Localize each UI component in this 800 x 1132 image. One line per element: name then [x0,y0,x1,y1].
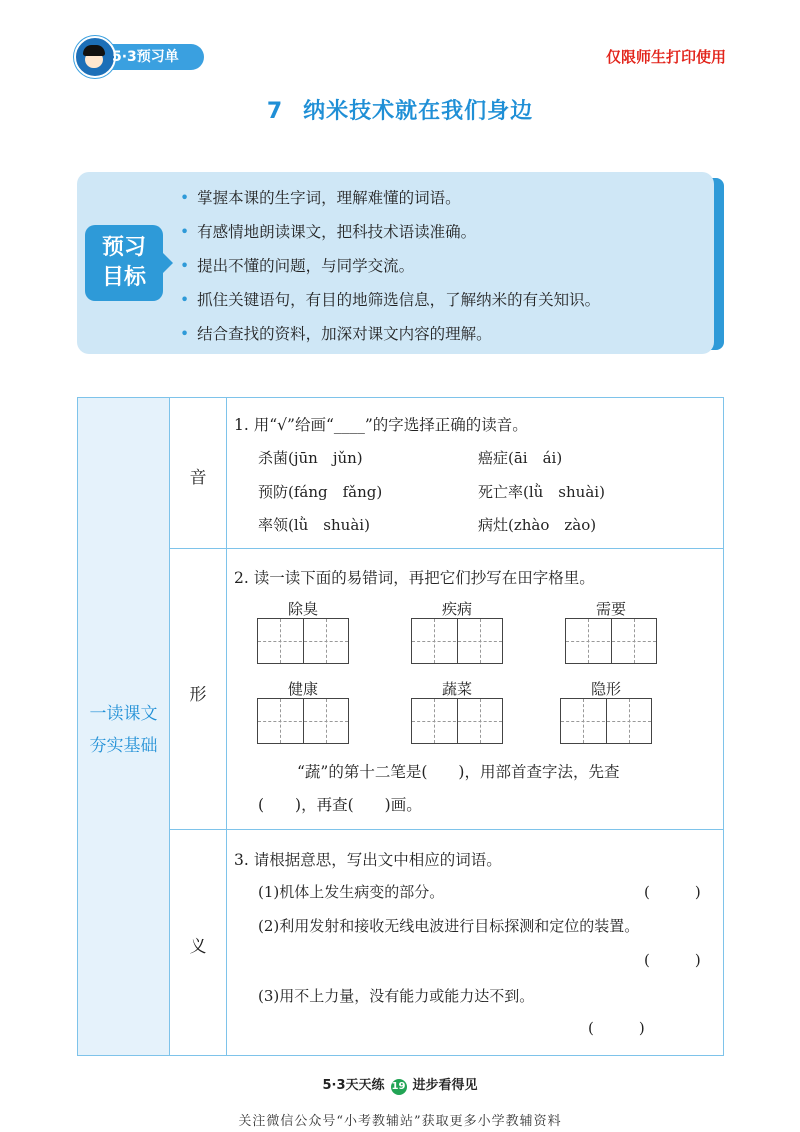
stroke-question-line1: “蔬”的第十二笔是( )，用部首查字法，先查 [297,763,620,781]
goal-item: • 结合查找的资料，加深对课文内容的理解。 [180,317,600,351]
goals-label-line1: 预习 [101,235,146,260]
goals-label [85,225,163,301]
sound-item: 死亡率(lǜ shuài) [478,483,605,501]
writing-grid[interactable] [560,698,652,744]
writing-grid[interactable] [411,698,503,744]
meaning-item: (1)机体上发生病变的部分。 [258,883,445,901]
sound-question: 1. 用“√”给画“____”的字选择正确的读音。 [234,416,528,434]
goals-label-line2: 目标 [101,265,146,290]
table-divider [226,397,227,1056]
writing-grid[interactable] [257,618,349,664]
row-label-sound: 音 [189,468,207,488]
meaning-question: 3. 请根据意思，写出文中相应的词语。 [234,851,502,869]
mascot-icon [74,36,116,78]
writing-grid[interactable] [565,618,657,664]
usage-note: 仅限师生打印使用 [605,48,726,66]
answer-blank[interactable]: ( ) [588,1019,645,1037]
footer-left: 5·3天天练 [322,1078,385,1093]
form-word: 隐形 [590,680,621,698]
footer-right: 进步看得见 [412,1078,478,1093]
sound-item: 预防(fáng fǎng) [258,483,383,501]
footer-notice: 关注微信公众号“小考教辅站”获取更多小学教辅资料 [238,1114,562,1129]
series-badge-label: 5·3预习单 [112,49,179,65]
section-title-line1: 一读课文 [89,704,158,724]
sound-item: 病灶(zhào zào) [478,516,597,534]
writing-grid[interactable] [411,618,503,664]
meaning-item: (2)利用发射和接收无线电波进行目标探测和定位的装置。 [258,917,640,935]
stroke-question-line2: ( )，再查( )画。 [258,796,422,814]
form-question: 2. 读一读下面的易错词，再把它们抄写在田字格里。 [234,569,595,587]
goal-item: • 抓住关键语句，有目的地筛选信息，了解纳米的有关知识。 [180,283,600,317]
lesson-number: 7 [266,99,284,124]
form-word: 需要 [595,600,626,618]
row-divider [170,548,724,549]
form-word: 蔬菜 [441,680,472,698]
row-divider [170,829,724,830]
goal-item: • 有感情地朗读课文，把科技术语读准确。 [180,215,600,249]
answer-blank[interactable]: ( ) [644,951,701,969]
sound-item: 癌症(āi ái) [478,449,563,467]
sound-item: 杀菌(jūn jǔn) [258,449,363,467]
row-label-meaning: 义 [189,937,207,957]
lesson-name: 纳米技术就在我们身边 [303,99,534,124]
meaning-item: (3)用不上力量，没有能力或能力达不到。 [258,987,535,1005]
section-title [77,698,170,762]
form-word: 除臭 [287,600,318,618]
lesson-title [0,94,800,125]
writing-grid[interactable] [257,698,349,744]
sound-item: 率领(lǜ shuài) [258,516,370,534]
form-word: 健康 [287,680,318,698]
answer-blank[interactable]: ( ) [644,883,701,901]
page-number: 19 [391,1079,407,1095]
goal-item: • 掌握本课的生字词，理解难懂的词语。 [180,181,600,215]
section-title-line2: 夯实基础 [89,736,158,756]
goals-list [180,181,600,351]
goal-item: • 提出不懂的问题，与同学交流。 [180,249,600,283]
form-word: 疾病 [441,600,472,618]
page-footer [0,1074,800,1095]
row-label-form: 形 [189,685,207,705]
